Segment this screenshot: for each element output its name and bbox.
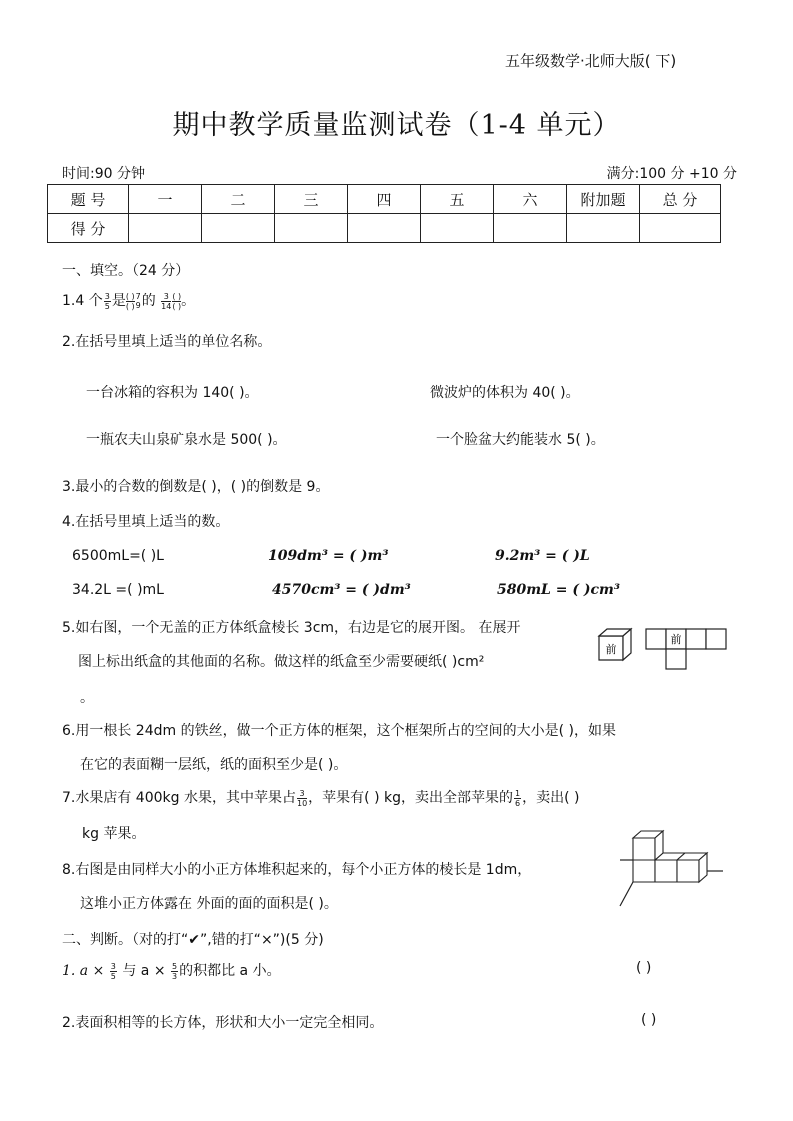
exam-full-score: 满分:100 分 +10 分: [606, 166, 737, 182]
question-4-r2c: 580mL = ( )cm³: [497, 582, 620, 598]
question-2c: 一瓶农夫山泉矿泉水是 500( )。: [86, 432, 287, 448]
score-input[interactable]: [640, 214, 721, 243]
question-2-stem: 2.在括号里填上适当的单位名称。: [62, 334, 272, 350]
score-input[interactable]: [494, 214, 567, 243]
question-1: 1.4 个 $\frac{3}{5}$ 是 ( ) ( ) 7 9 的 $\frac{3}{14}$ ( ) ( ) 。: [62, 291, 196, 311]
score-cell-extra: 附加题: [567, 185, 640, 214]
question-4-r1b: 109dm³ = ( )m³: [268, 548, 389, 564]
score-input[interactable]: [348, 214, 421, 243]
score-row-label: 得 分: [48, 214, 129, 243]
header-tag: 五年级数学·北师大版( 下): [505, 52, 677, 70]
question-2d: 一个脸盆大约能装水 5( )。: [436, 432, 605, 448]
question-4-r2a: 34.2L =( )mL: [72, 582, 164, 598]
q7-fraction-1: $\frac{3}{10}$: [296, 788, 308, 808]
question-8-line1: 8.右图是由同样大小的小正方体堆积起来的，每个小正方体的棱长是 1dm，: [62, 862, 532, 878]
j1-fraction-2: $\frac{5}{3}$: [172, 961, 178, 981]
question-7-line2: kg 苹果。: [82, 826, 146, 842]
question-6-line2: 在它的表面糊一层纸，纸的面积至少是( )。: [80, 757, 348, 773]
stacked-cubes-figure: [615, 826, 725, 910]
score-cell-4: 四: [348, 185, 421, 214]
score-cell-total: 总 分: [640, 185, 721, 214]
judge-question-1: 1. a × $\frac{3}{5}$ 与 a × $\frac{5}{3}$ 的积都比 a 小。: [62, 961, 281, 981]
q1-fraction-2: $\frac{3}{14}$: [161, 291, 172, 311]
score-cell-6: 六: [494, 185, 567, 214]
q1-blank-fraction-2[interactable]: ( ) ( ): [172, 291, 182, 311]
score-input[interactable]: [202, 214, 275, 243]
question-5-line1: 5.如右图，一个无盖的正方体纸盒棱长 3cm，右边是它的展开图。 在展开: [62, 620, 521, 636]
score-cell-3: 三: [275, 185, 348, 214]
question-2a: 一台冰箱的容积为 140( )。: [86, 385, 259, 401]
judge-question-2: 2.表面积相等的长方体，形状和大小一定完全相同。: [62, 1015, 384, 1031]
score-table-score-row: [48, 214, 721, 243]
score-input[interactable]: [421, 214, 494, 243]
net-front-label: 前: [670, 633, 682, 646]
question-5-line3: 。: [80, 690, 94, 706]
question-2b: 微波炉的体积为 40( )。: [430, 385, 580, 401]
score-cell-1: 一: [129, 185, 202, 214]
q1-blank-fraction-1[interactable]: ( ) ( ): [125, 291, 135, 311]
score-input[interactable]: [275, 214, 348, 243]
score-cell-5: 五: [421, 185, 494, 214]
j1-fraction-1: $\frac{3}{5}$: [110, 961, 116, 981]
section1-heading: 一、填空。（24 分）: [62, 263, 190, 279]
question-3: 3.最小的合数的倒数是( )，( )的倒数是 9。: [62, 479, 330, 495]
q1-fraction-1: $\frac{3}{5}$: [104, 291, 110, 311]
judge-answer-2[interactable]: ( ): [641, 1012, 657, 1028]
page-title: 期中教学质量监测试卷（1-4 单元）: [172, 110, 621, 141]
question-4-r1a: 6500mL=( )L: [72, 548, 164, 564]
q7-fraction-2: $\frac{1}{6}$: [515, 788, 521, 808]
question-4-r1c: 9.2m³ = ( )L: [495, 548, 590, 564]
question-4-stem: 4.在括号里填上适当的数。: [62, 514, 230, 530]
score-cell-label: 题 号: [48, 185, 129, 214]
exam-time: 时间:90 分钟: [62, 166, 145, 182]
question-7-line1: 7.水果店有 400kg 水果，其中苹果占 $\frac{3}{10}$ ，苹果有( ) kg，卖出全部苹果的 $\frac{1}{6}$ ，卖出( ): [62, 788, 580, 808]
judge-answer-1[interactable]: ( ): [636, 960, 652, 976]
cube-front-label: 前: [605, 643, 617, 656]
cube-net-figure: [645, 628, 731, 672]
score-table-header-row: [48, 185, 721, 214]
cube-figure: [596, 626, 636, 662]
score-cell-2: 二: [202, 185, 275, 214]
score-input[interactable]: [567, 214, 640, 243]
question-8-line2: 这堆小正方体露在 外面的面的面积是( )。: [80, 896, 338, 912]
section2-heading: 二、判断。（对的打“✔”,错的打“×”)(5 分): [62, 932, 324, 948]
question-4-r2b: 4570cm³ = ( )dm³: [272, 582, 411, 598]
score-table: [47, 184, 721, 243]
question-6-line1: 6.用一根长 24dm 的铁丝，做一个正方体的框架，这个框架所占的空间的大小是( )，如果: [62, 723, 616, 739]
score-input[interactable]: [129, 214, 202, 243]
question-5-line2: 图上标出纸盒的其他面的名称。做这样的纸盒至少需要硬纸( )cm²: [78, 654, 485, 670]
q1-prefix: 1.4 个: [62, 293, 103, 309]
